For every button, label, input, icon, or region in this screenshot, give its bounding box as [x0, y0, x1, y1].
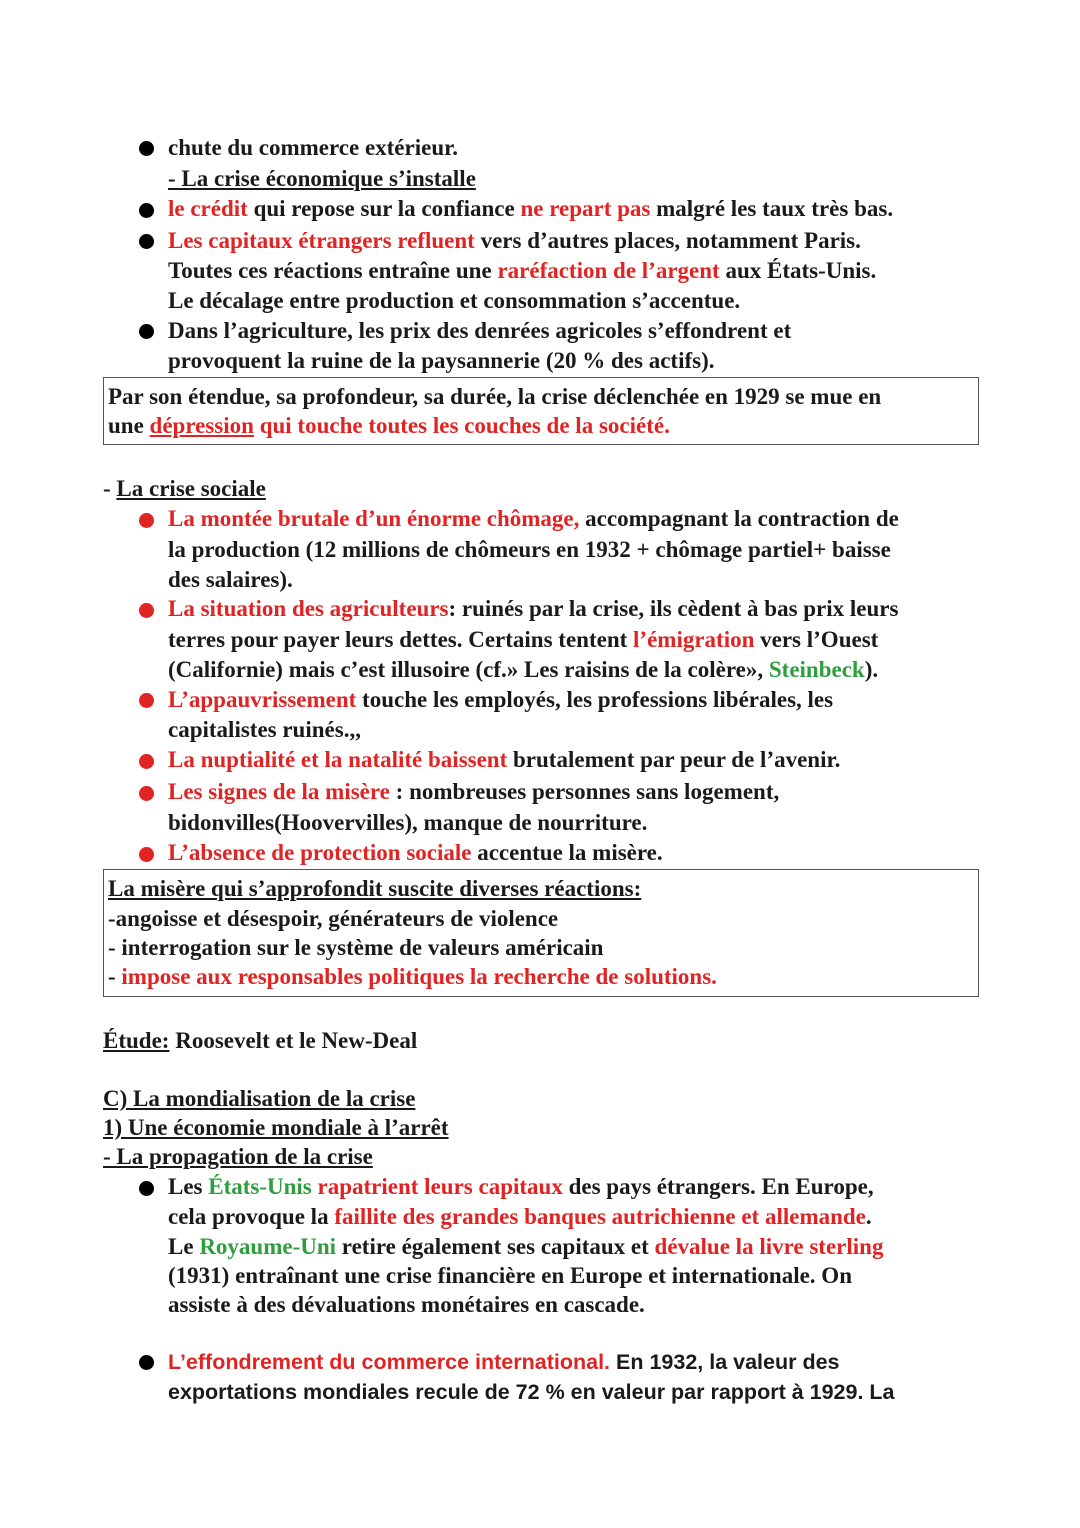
- bullet-text: Toutes ces réactions entraîne une raréfaction de l’argent aux États-Unis.: [168, 258, 877, 283]
- bullet-text: La situation des agriculteurs: ruinés par la crise, ils cèdent à bas prix leurs: [168, 596, 899, 621]
- bullet-text: provoquent la ruine de la paysannerie (20 % des actifs).: [168, 348, 715, 373]
- bullet-text: chute du commerce extérieur.: [168, 135, 458, 160]
- bullet-icon: [139, 141, 154, 156]
- bullet-icon: [139, 1355, 154, 1370]
- bullet-text: Le Royaume-Uni retire également ses capitaux et dévalue la livre sterling: [168, 1234, 884, 1259]
- bullet-text: La nuptialité et la natalité baissent brutalement par peur de l’avenir.: [168, 747, 841, 772]
- bullet-icon: [139, 1181, 154, 1196]
- bullet-text: L’effondrement du commerce international. En 1932, la valeur des: [168, 1350, 840, 1374]
- reactions-title: La misère qui s’approfondit suscite diverses réactions:: [108, 876, 642, 901]
- section-heading: C) La mondialisation de la crise: [103, 1086, 416, 1111]
- bullet-text: Les capitaux étrangers refluent vers d’autres places, notamment Paris.: [168, 228, 861, 253]
- bullet-text: terres pour payer leurs dettes. Certains tentent l’émigration vers l’Ouest: [168, 627, 879, 652]
- reactions-item: -angoisse et désespoir, générateurs de violence: [108, 906, 559, 931]
- subheading-crise-economique: - La crise économique s’installe: [168, 166, 476, 191]
- bullet-text: des salaires).: [168, 567, 293, 592]
- bullet-text: cela provoque la faillite des grandes banques autrichienne et allemande.: [168, 1204, 872, 1229]
- reactions-item: - interrogation sur le système de valeurs américain: [108, 935, 604, 960]
- bullet-text: la production (12 millions de chômeurs en 1932 + chômage partiel+ baisse: [168, 537, 891, 562]
- subheading-crise-sociale: - La crise sociale: [103, 476, 266, 501]
- summary-text: Par son étendue, sa profondeur, sa durée, la crise déclenchée en 1929 se mue en: [108, 384, 882, 409]
- bullet-text: Les signes de la misère : nombreuses personnes sans logement,: [168, 779, 780, 804]
- bullet-icon: [139, 324, 154, 339]
- bullet-text: capitalistes ruinés.,,: [168, 717, 361, 742]
- bullet-text: L’appauvrissement touche les employés, les professions libérales, les: [168, 687, 834, 712]
- bullet-text: Les États-Unis rapatrient leurs capitaux des pays étrangers. En Europe,: [168, 1174, 874, 1199]
- etude-line: Étude: Roosevelt et le New-Deal: [103, 1028, 418, 1053]
- bullet-text: L’absence de protection sociale accentue la misère.: [168, 840, 663, 865]
- bullet-text: Le décalage entre production et consommation s’accentue.: [168, 288, 741, 313]
- bullet-text: le crédit qui repose sur la confiance ne repart pas malgré les taux très bas.: [168, 196, 894, 221]
- bullet-text: La montée brutale d’un énorme chômage, accompagnant la contraction de: [168, 506, 899, 531]
- bullet-icon: [139, 603, 154, 618]
- bullet-icon: [139, 203, 154, 218]
- bullet-icon: [139, 754, 154, 769]
- summary-text: une dépression qui touche toutes les couches de la société.: [108, 413, 670, 438]
- section-subheading: - La propagation de la crise: [103, 1144, 373, 1169]
- bullet-text: (Californie) mais c’est illusoire (cf.» Les raisins de la colère», Steinbeck).: [168, 657, 879, 682]
- bullet-icon: [139, 513, 154, 528]
- section-subheading: 1) Une économie mondiale à l’arrêt: [103, 1115, 449, 1140]
- bullet-text: exportations mondiales recule de 72 % en valeur par rapport à 1929. La: [168, 1380, 895, 1404]
- bullet-icon: [139, 693, 154, 708]
- bullet-icon: [139, 847, 154, 862]
- bullet-text: bidonvilles(Hoovervilles), manque de nourriture.: [168, 810, 648, 835]
- bullet-text: assiste à des dévaluations monétaires en cascade.: [168, 1292, 645, 1317]
- reactions-item: - impose aux responsables politiques la recherche de solutions.: [108, 964, 717, 989]
- bullet-text: Dans l’agriculture, les prix des denrées agricoles s’effondrent et: [168, 318, 792, 343]
- bullet-icon: [139, 786, 154, 801]
- bullet-text: (1931) entraînant une crise financière en Europe et internationale. On: [168, 1263, 852, 1288]
- bullet-icon: [139, 234, 154, 249]
